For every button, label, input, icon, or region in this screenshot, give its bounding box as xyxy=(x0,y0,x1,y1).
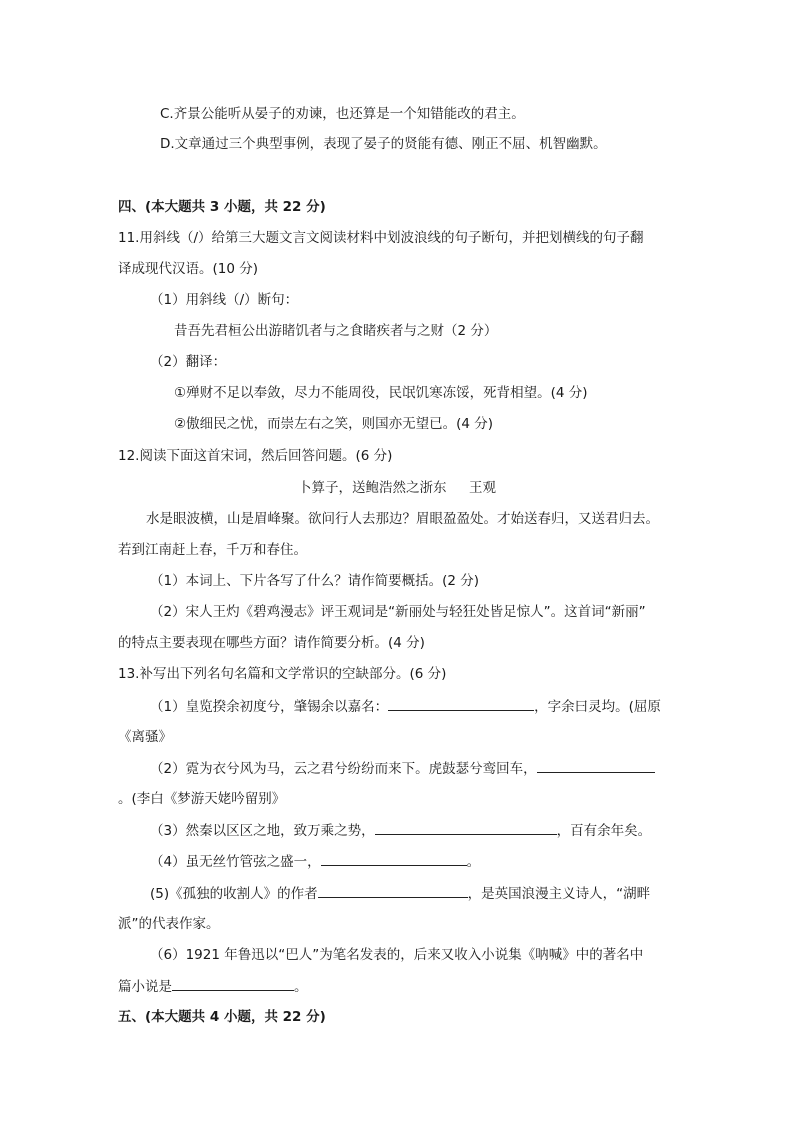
q13-item1-cont: 《离骚》 xyxy=(118,729,172,745)
q13-line1: 13.补写出下列名句名篇和文学常识的空缺部分。(6 分) xyxy=(118,666,447,682)
option-d: D.文章通过三个典型事例，表现了晏子的贤能有德、刚正不屈、机智幽默。 xyxy=(160,136,607,152)
q12-line1: 12.阅读下面这首宋词，然后回答问题。(6 分) xyxy=(118,448,393,464)
q13-item2-cont: 。(李白《梦游天姥吟留别》 xyxy=(118,791,286,807)
answer-blank-1[interactable] xyxy=(388,697,534,711)
q13-item6-line1: （6）1921 年鲁迅以“巴人”为笔名发表的，后来又收入小说集《呐喊》中的著名中 xyxy=(150,947,644,963)
q11-part2-item1: ①殚财不足以奉敛，尽力不能周役，民氓饥寒冻馁，死背相望。(4 分) xyxy=(174,385,588,401)
q13-item3-before: （3）然秦以区区之地，致万乘之势， xyxy=(150,823,375,839)
q13-item5-cont: 派”的代表作家。 xyxy=(118,916,220,932)
q13-item6-before: 篇小说是 xyxy=(118,979,172,995)
q13-item3-after: ，百有余年矣。 xyxy=(556,823,652,839)
q13-item6-line2 xyxy=(118,977,308,996)
q11-part1-text: 昔吾先君桓公出游睹饥者与之食睹疾者与之财（2 分） xyxy=(174,323,498,339)
poem-title: 卜算子，送鲍浩然之浙东 xyxy=(298,480,447,496)
q12-sub1: （1）本词上、下片各写了什么？请作简要概括。(2 分) xyxy=(150,573,480,589)
q13-item4-before: （4）虽无丝竹管弦之盛一， xyxy=(150,854,321,870)
answer-blank-4[interactable] xyxy=(321,852,467,866)
q13-item3 xyxy=(150,821,651,840)
answer-blank-5[interactable] xyxy=(318,884,468,898)
q11-line2: 译成现代汉语。(10 分) xyxy=(118,261,259,277)
q11-part1: （1）用斜线（/）断句： xyxy=(150,292,299,308)
poem-line2: 若到江南赶上春，千万和春住。 xyxy=(118,542,307,558)
q13-item5-before: (5)《孤独的收割人》的作者 xyxy=(150,886,318,902)
section-four-heading: 四、(本大题共 3 小题，共 22 分) xyxy=(118,199,326,215)
option-c: C.齐景公能听从晏子的劝谏，也还算是一个知错能改的君主。 xyxy=(160,106,525,122)
q13-item5 xyxy=(150,884,650,903)
q13-item2-before: （2）霓为衣兮风为马，云之君兮纷纷而来下。虎鼓瑟兮鸾回车， xyxy=(150,761,537,777)
answer-blank-2[interactable] xyxy=(537,759,655,773)
q12-sub2-line2: 的特点主要表现在哪些方面？请作简要分析。(4 分) xyxy=(118,635,425,651)
q13-item1 xyxy=(150,697,661,716)
q11-part2: （2）翻译： xyxy=(150,354,227,370)
answer-blank-6[interactable] xyxy=(172,977,294,991)
q13-item1-before: （1）皇览揆余初度兮，肇锡余以嘉名： xyxy=(150,699,389,715)
q11-line1: 11.用斜线（/）给第三大题文言文阅读材料中划波浪线的句子断句，并把划横线的句子翻 xyxy=(118,230,644,246)
q11-part2-item2: ②傲细民之忧，而崇左右之笑，则国亦无望已。(4 分) xyxy=(174,416,494,432)
q12-sub2-line1: （2）宋人王灼《碧鸡漫志》评王观词是“新丽处与轻狂处皆足惊人”。这首词“新丽” xyxy=(150,604,646,620)
q13-item4-after: 。 xyxy=(466,854,481,870)
q13-item1-after: ，字余曰灵均。(屈原 xyxy=(534,699,661,715)
section-five-heading: 五、(本大题共 4 小题，共 22 分) xyxy=(118,1009,326,1025)
answer-blank-3[interactable] xyxy=(375,821,557,835)
poem-author: 王观 xyxy=(469,480,496,496)
q13-item2 xyxy=(150,759,655,778)
poem-line1: 水是眼波横，山是眉峰聚。欲问行人去那边？眉眼盈盈处。才始送春归，又送君归去。 xyxy=(146,511,659,527)
q13-item4 xyxy=(150,852,480,871)
q13-item5-after: ，是英国浪漫主义诗人，“湖畔 xyxy=(467,886,651,902)
q13-item6-after: 。 xyxy=(294,979,308,995)
